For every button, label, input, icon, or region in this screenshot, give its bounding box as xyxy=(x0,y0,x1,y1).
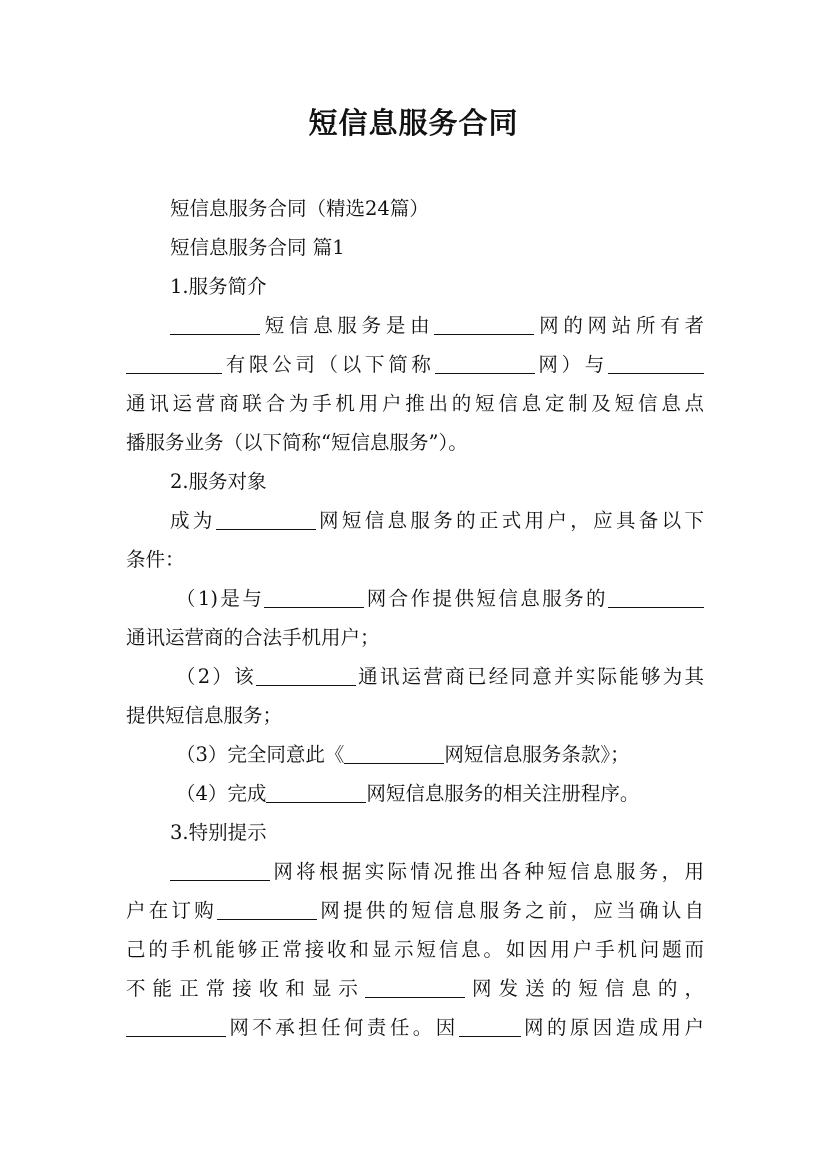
text-run: 网将根据实际情况推出各种短信息服务，用 xyxy=(270,860,704,883)
text-run: 网提供的短信息服务之前，应当确认自 xyxy=(317,899,704,922)
text-run: （1)是与 xyxy=(176,587,265,610)
text-run: （4）完成 xyxy=(176,782,267,805)
text-run: 有限公司（以下简称 xyxy=(222,353,435,376)
section-heading-3: 3.特别提示 xyxy=(170,821,267,844)
paragraph-line: 播服务业务（以下简称“短信息服务”）。 xyxy=(126,431,468,454)
text-run: 网短信息服务的相关注册程序。 xyxy=(366,782,640,805)
text-run: 短信息服务是由 xyxy=(260,314,435,337)
text-run: 不能正常接收和显示 xyxy=(126,977,365,1000)
text-run: 网的网站所有者 xyxy=(534,314,704,337)
text-run: 网）与 xyxy=(534,353,608,376)
text-run: 网的原因造成用户 xyxy=(520,1016,704,1039)
text-run: 成为 xyxy=(170,509,216,532)
document-title: 短信息服务合同 xyxy=(308,106,519,140)
blank-field xyxy=(126,1017,226,1038)
list-item-2 xyxy=(126,657,704,696)
blank-field xyxy=(256,666,356,687)
paragraph-line xyxy=(126,969,704,1008)
blank-field xyxy=(216,510,316,531)
blank-field xyxy=(344,744,444,765)
blank-field xyxy=(217,900,317,921)
section-heading-1: 1.服务简介 xyxy=(170,275,267,298)
text-run: 通讯运营商已经同意并实际能够为其 xyxy=(355,665,704,688)
text-run: 网短信息服务的正式用户，应具备以下 xyxy=(315,509,704,532)
blank-field xyxy=(435,354,535,375)
text-run: 网不承担任何责任。因 xyxy=(226,1016,459,1039)
blank-field xyxy=(434,315,534,336)
text-run: 网合作提供短信息服务的 xyxy=(364,587,608,610)
blank-field xyxy=(264,588,364,609)
paragraph-line xyxy=(126,852,704,891)
list-item-3 xyxy=(126,735,704,774)
paragraph-line xyxy=(126,1008,704,1047)
blank-field xyxy=(608,354,704,375)
paragraph-line: 条件： xyxy=(126,548,185,571)
text-run: （3）完全同意此《 xyxy=(176,743,345,766)
blank-field xyxy=(365,978,465,999)
blank-field xyxy=(266,783,366,804)
paragraph-line: 己的手机能够正常接收和显示短信息。如因用户手机问题而 xyxy=(126,938,704,961)
paragraph-line xyxy=(126,306,704,345)
text-run: 网短信息服务条款》； xyxy=(444,743,630,766)
blank-field xyxy=(608,588,704,609)
document-body xyxy=(126,189,704,1047)
list-item-4 xyxy=(126,774,704,813)
blank-field xyxy=(126,354,222,375)
paragraph-line: 提供短信息服务； xyxy=(126,704,283,727)
blank-field xyxy=(459,1017,521,1038)
blank-field xyxy=(170,861,270,882)
section-heading-2: 2.服务对象 xyxy=(170,470,267,493)
paragraph-line: 通讯运营商的合法手机用户； xyxy=(126,626,380,649)
paragraph-line: 通讯运营商联合为手机用户推出的短信息定制及短信息点 xyxy=(126,392,704,415)
article-heading: 短信息服务合同 篇1 xyxy=(170,236,345,259)
text-run: 户在订购 xyxy=(126,899,218,922)
blank-field xyxy=(170,315,260,336)
collection-heading: 短信息服务合同（精选24篇） xyxy=(170,197,429,220)
text-run: 网发送的短信息的， xyxy=(465,977,704,1000)
list-item-1 xyxy=(126,579,704,618)
paragraph-line xyxy=(126,501,704,540)
paragraph-line xyxy=(126,891,704,930)
paragraph-line xyxy=(126,345,704,384)
text-run: （2）该 xyxy=(176,665,256,688)
